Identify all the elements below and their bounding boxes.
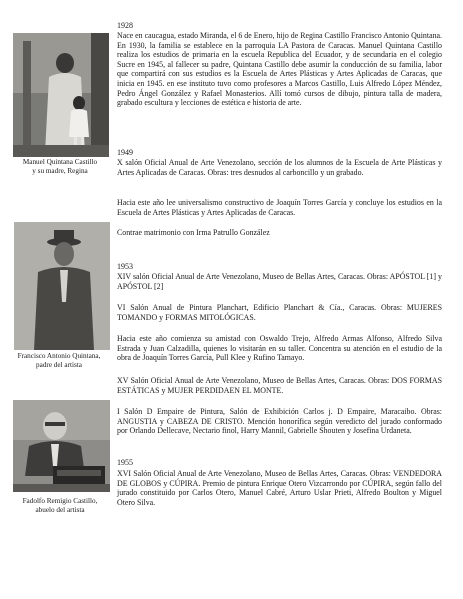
year-heading: 1928 <box>117 21 133 30</box>
caption-line: Francisco Antonio Quintana, <box>17 352 101 360</box>
year-heading: 1953 <box>117 262 133 271</box>
year-heading: 1949 <box>117 148 133 157</box>
caption-line: abuelo del artista <box>35 506 85 514</box>
photo-grandfather <box>13 400 110 492</box>
paragraph: Hacia este año comienza su amistad con Oswaldo Trejo, Alfredo Armas Alfonso, Alfredo Silva Estrada y Juan Calzadilla, quienes lo visitarán en su taller. Concentra su atención en el estudio de la obra de Joaquín Torres García, Pull Klee y Rufino Tamayo. <box>117 334 442 363</box>
paragraph: X salón Oficial Anual de Arte Venezolano, sección de los alumnos de la Escuela de Arte Plásticas y Artes Aplicadas de Caracas. Obras: tres desnudos al carboncillo y un grabado. <box>117 158 442 177</box>
caption-line: Fadolfo Remigio Castillo, <box>22 497 98 505</box>
paragraph: Contrae matrimonio con Irma Patrullo González <box>117 228 270 237</box>
paragraph: XV Salón Oficial Anual de Arte Venezolano, Museo de Bellas Artes, Caracas. Obras: DOS FORMAS ESTÁTICAS y MUJER PERDIDAEN EL MONTE. <box>117 376 442 395</box>
photo-caption <box>4 158 116 176</box>
paragraph: XIV salón Oficial Anual de Arte Venezolano, Museo de Bellas Artes, Caracas. Obras: APÓSTOL [1] y APÓSTOL [2] <box>117 272 442 291</box>
photo-father <box>14 222 110 350</box>
paragraph: I Salón D Empaire de Pintura, Salón de Exhibición Carlos j. D Empaire, Maracaibo. Obras: ANGUSTIA y CABEZA DE CRISTO. Mención honorífica según veredicto del jurado conformado por Orlando Dellecave, Nectario finol, Harry Mannil, Gabrielle Shouten y Josefina Urdaneta. <box>117 407 442 436</box>
photo-caption <box>4 497 116 515</box>
year-heading: 1955 <box>117 458 133 467</box>
caption-line: padre del artista <box>36 361 82 369</box>
paragraph: XVI Salón Oficial Anual de Arte Venezolano, Museo de Bellas Artes, Caracas. Obras: VENDEDORA DE GLOBOS y CÚPIRA. Premio de pintura Enrique Otero Vizcarrondo por CÚPIRA, según fallo del jurado constituido por Carlos Otero, Manuel Cabré, Arturo Uslar Prieti, Alfredo Boulton y Miguel Otero Silva. <box>117 469 442 507</box>
caption-line: y su madre, Regina <box>32 167 88 175</box>
photo-caption <box>2 352 116 370</box>
paragraph: Nace en caucagua, estado Miranda, el 6 de Enero, hijo de Regina Castillo Francisco Antonio Quintana. En 1930, la familia se establece en la parroquia LA Pastora de Caracas. Manuel Quintana Castillo realiza los estudios de primaria en la escuela Republica del Ecuador, y de secundaria en el colegio Sucre en 1945, al fallecer su padre, Quintana Castillo debe asumir la conducción de su familia, labor que compartirá con sus estudios es la Escuela de Artes Plásticas y Artes Aplicadas de Caracas, que inicia en 1945. en ese instituto tuvo como profesores a Marcos Castillo, Luis Alfredo López Méndez, Pedro Ángel González y Rafael Monasterios. Allí tomó cursos de dibujo, pintura talla de madera, grabado escultura y lecciones de estética e historia de arte. <box>117 31 442 108</box>
caption-line: Manuel Quintana Castillo <box>22 158 98 166</box>
paragraph: VI Salón Anual de Pintura Planchart, Edificio Planchart & Cía., Caracas. Obras: MUJERES TOMANDO y FORMAS MITOLÓGICAS. <box>117 303 442 322</box>
photo-mother-and-child <box>13 33 109 157</box>
paragraph: Hacia este año lee universalismo constructivo de Joaquín Torres García y concluye los estudios en la Escuela de Artes Plásticas y Artes Aplicadas de Caracas. <box>117 198 442 217</box>
